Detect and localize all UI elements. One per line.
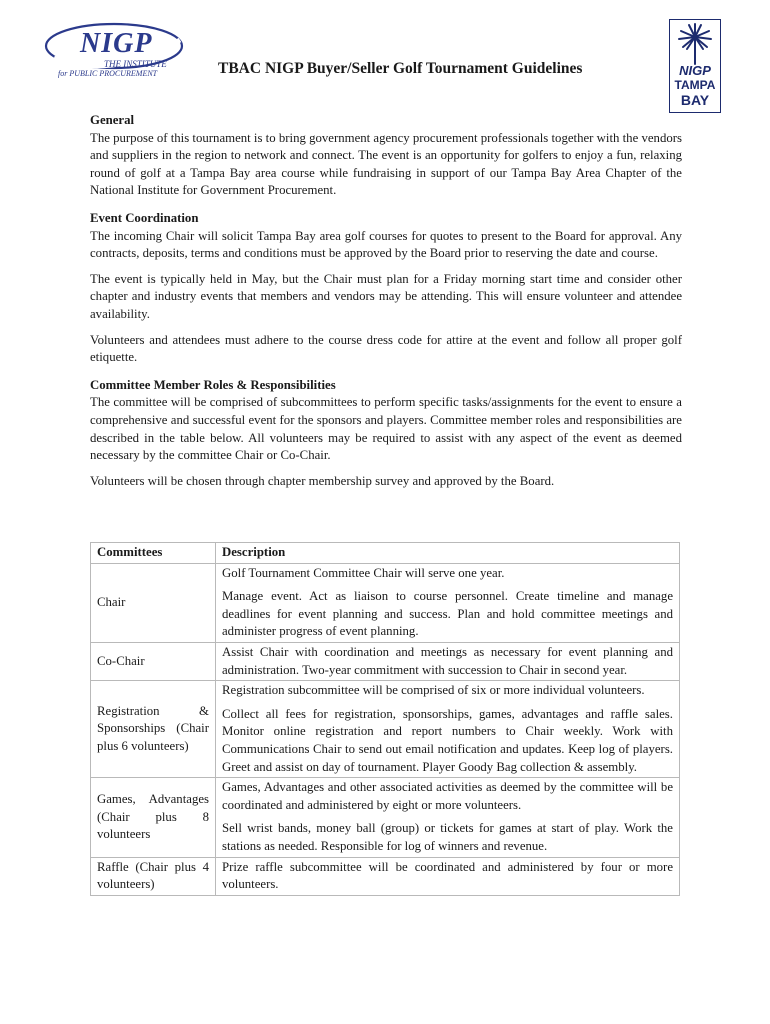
table-row	[91, 778, 680, 857]
paragraph: The purpose of this tournament is to bring government agency procurement professionals together with the vendors and suppliers in the region to network and connect. The event is an opportunity for golfers to enjoy a fun, relaxing round of golf at a Tampa Bay area course while fundraising in support of our Tampa Bay Area Chapter of the National Institute for Government Procurement.	[90, 130, 682, 198]
column-header-description: Description	[216, 543, 680, 564]
nigp-institute-logo	[44, 18, 184, 82]
logo-right-line-3: BAY	[680, 92, 710, 108]
committee-name: Chair	[91, 563, 216, 642]
committee-name: Registration & Sponsorships (Chair plus 6 volunteers)	[91, 681, 216, 778]
column-header-committees: Committees	[91, 543, 216, 564]
nigp-tampa-bay-logo	[669, 19, 721, 113]
table-row	[91, 642, 680, 680]
description-text: Assist Chair with coordination and meetings as necessary for event planning and administration. Two-year commitment with succession to Chair in second year.	[222, 644, 673, 677]
description-text: Games, Advantages and other associated activities as deemed by the committee will be coordinated and administered by eight or more volunteers.	[222, 780, 673, 812]
logo-right-line-1: NIGP	[679, 63, 711, 78]
description-text: Registration subcommittee will be comprised of six or more individual volunteers.	[222, 683, 645, 698]
committee-roles-table	[90, 542, 680, 896]
committee-name: Games, Advantages (Chair plus 8 volunteers	[91, 778, 216, 857]
committee-name: Co-Chair	[91, 642, 216, 680]
logo-right-line-2: TAMPA	[674, 78, 716, 92]
section-heading: General	[90, 113, 135, 127]
paragraph: The committee will be comprised of subcommittees to perform specific tasks/assignments for the event to ensure a comprehensive and successful event for the sponsors and players. Committee member roles and responsibilities are described in the table below. All volunteers may be required to assist with any aspect of the event as deemed necessary by the committee Chair or Co-Chair.	[90, 395, 682, 463]
description-text: Sell wrist bands, money ball (group) or tickets for games at start of play. Work the stations as needed. Responsible for log of winners and revenue.	[222, 821, 673, 853]
table-row	[91, 857, 680, 895]
logo-name: NIGP	[80, 28, 153, 59]
description-text: Collect all fees for registration, sponsorships, games, advantages and raffle sales. Monitor online registration and report numbers to Chair weekly. Work with Communications Chair to send out email notification and updates. Keep log of players. Greet and assist on day of tournament. Player Goody Bag collection & assembly.	[222, 706, 673, 774]
palm-tree-icon	[675, 23, 715, 65]
section-general	[90, 112, 682, 200]
committee-description	[216, 681, 680, 778]
committee-description	[216, 778, 680, 857]
paragraph: Volunteers and attendees must adhere to the course dress code for attire at the event and follow all proper golf etiquette.	[90, 332, 682, 365]
table-row	[91, 681, 680, 778]
logo-tagline-2: for PUBLIC PROCUREMENT	[58, 69, 158, 78]
table-row	[91, 563, 680, 642]
description-text: Prize raffle subcommittee will be coordinated and administered by four or more volunteers.	[222, 859, 673, 892]
logo-tagline-1: THE INSTITUTE	[104, 59, 167, 69]
committee-name: Raffle (Chair plus 4 volunteers)	[91, 857, 216, 895]
section-event-coordination	[90, 210, 682, 367]
paragraph: The incoming Chair will solicit Tampa Bay area golf courses for quotes to present to the Board for approval. Any contracts, deposits, terms and conditions must be approved by the Board prior to reserving the date and course.	[90, 228, 682, 261]
description-text: Manage event. Act as liaison to course personnel. Create timeline and manage deadlines for event planning and success. Plan and hold committee meetings and administer progress of event planning.	[222, 589, 673, 639]
section-committee-roles	[90, 377, 682, 491]
committee-description	[216, 563, 680, 642]
document-title: TBAC NIGP Buyer/Seller Golf Tournament Guidelines	[218, 60, 583, 77]
committee-description	[216, 857, 680, 895]
committee-description	[216, 642, 680, 680]
table-header-row	[91, 543, 680, 564]
document-body	[90, 112, 682, 500]
paragraph: The event is typically held in May, but the Chair must plan for a Friday morning start time and consider other chapter and industry events that members and vendors may be attending. This will ensure volunteer and attendee availability.	[90, 271, 682, 321]
section-heading: Committee Member Roles & Responsibilities	[90, 377, 336, 392]
section-heading: Event Coordination	[90, 210, 199, 225]
description-text: Golf Tournament Committee Chair will serve one year.	[222, 565, 505, 580]
paragraph: Volunteers will be chosen through chapter membership survey and approved by the Board.	[90, 473, 555, 488]
